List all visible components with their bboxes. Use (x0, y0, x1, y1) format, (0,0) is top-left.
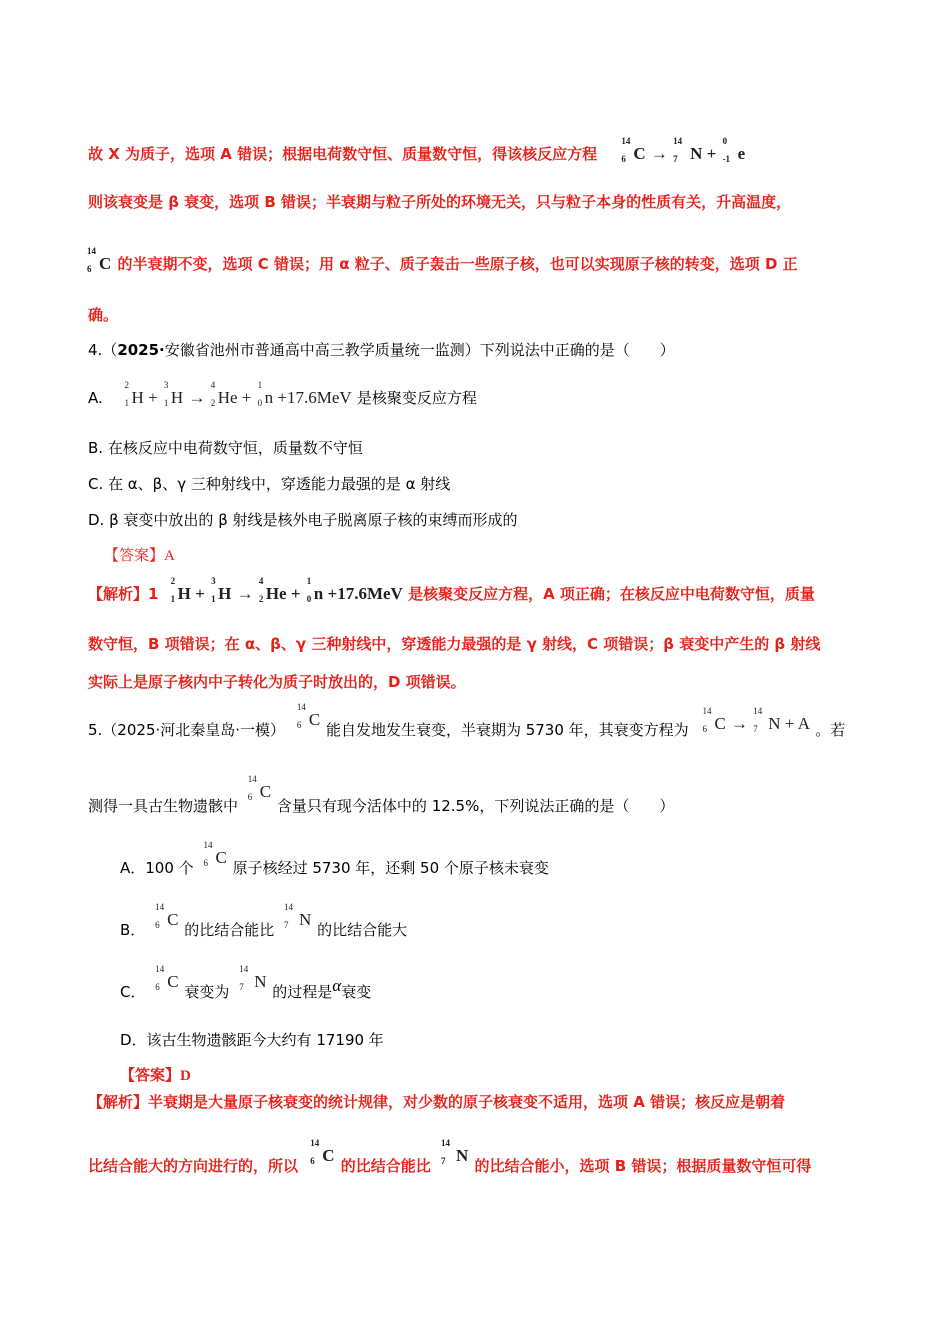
fusion-equation-analysis: 2 1 H + 3 1 H → 4 2 He + 1 0 n +17.6MeV (170, 576, 403, 604)
q5-answer: 【答案】D (120, 1068, 191, 1084)
q4-option-a: A. 2 1 H + 3 1 H → 4 2 He + 1 0 n +17.6MeV 是核聚变反应方程 (88, 380, 477, 408)
reaction-equation-c14-decay: 14 6 C → 14 7 N + 0 -1 e (621, 136, 746, 164)
q5-option-d: D．该古生物遗骸距今大约有 17190 年 (120, 1031, 384, 1049)
nuclide-c14: 14 6 C (87, 246, 112, 274)
q5-stem-line1: 5.（2025·河北秦皇岛·一模） 14 6 C 能自发地发生衰变，半衰期为 5730 年，其衰变方程为 14 6 C → 14 7 N + A 。若 (88, 702, 846, 739)
q5-option-b: B． 14 6 C 的比结合能比 14 7 N 的比结合能大 (120, 902, 408, 939)
q5-decay-equation: 14 6 C → 14 7 N + A (702, 706, 810, 734)
alpha-symbol: α (332, 976, 342, 995)
fusion-equation: 2 1 H + 3 1 H → 4 2 He + 1 0 n +17.6MeV (124, 380, 352, 408)
q4-stem: 4.（2025·安徽省池州市普通高中高三教学质量统一监测）下列说法中正确的是（ ） (88, 341, 675, 359)
q4-analysis-line3: 实际上是原子核内中子转化为质子时放出的，D 项错误。 (88, 673, 466, 691)
q4-option-c: C. 在 α、β、γ 三种射线中，穿透能力最强的是 α 射线 (88, 475, 451, 493)
q4-option-b: B. 在核反应中电荷数守恒，质量数不守恒 (88, 439, 363, 457)
q5-analysis-line2: 比结合能大的方向进行的，所以 14 6 C 的比结合能比 14 7 N 的比结合能小，选项 B 错误；根据质量数守恒可得 (88, 1138, 812, 1175)
q5-stem-line2: 测得一具古生物遗骸中 14 6 C 含量只有现今活体中的 12.5%，下列说法正确的是（ ） (88, 774, 675, 815)
p3-line4: 确。 (88, 306, 119, 324)
p3-line1: 故 X 为质子，选项 A 错误；根据电荷数守恒、质量数守恒，得该核反应方程 14 6 C → 14 7 N + 0 -1 e (88, 136, 746, 164)
q4-option-d: D. β 衰变中放出的 β 射线是核外电子脱离原子核的束缚而形成的 (88, 511, 518, 529)
p3-line3: 14 6 C 的半衰期不变，选项 C 错误；用 α 粒子、质子轰击一些原子核，也可以实现原子核的转变，选项 D 正 (87, 246, 798, 274)
q4-analysis-line2: 数守恒，B 项错误；在 α、β、γ 三种射线中，穿透能力最强的是 γ 射线，C 项错误；β 衰变中产生的 β 射线 (88, 635, 821, 653)
q5-option-a: A．100 个 14 6 C 原子核经过 5730 年，还剩 50 个原子核未衰变 (120, 840, 549, 877)
q5-option-c: C． 14 6 C 衰变为 14 7 N 的过程是α衰变 (120, 964, 372, 1001)
p3-line2: 则该衰变是 β 衰变，选项 B 错误；半衰期与粒子所处的环境无关，只与粒子本身的性质有关，升高温度， (88, 193, 792, 211)
q4-answer: 【答案】A (104, 548, 175, 564)
q4-analysis-line1: 【解析】1 2 1 H + 3 1 H → 4 2 He + 1 0 n +17.6MeV 是核聚变反应方程，A 项正确；在核反应中电荷数守恒，质量 (88, 576, 815, 604)
q5-analysis-line1: 【解析】半衰期是大量原子核衰变的统计规律，对少数的原子核衰变不适用，选项 A 错误；核反应是朝着 (88, 1093, 786, 1111)
